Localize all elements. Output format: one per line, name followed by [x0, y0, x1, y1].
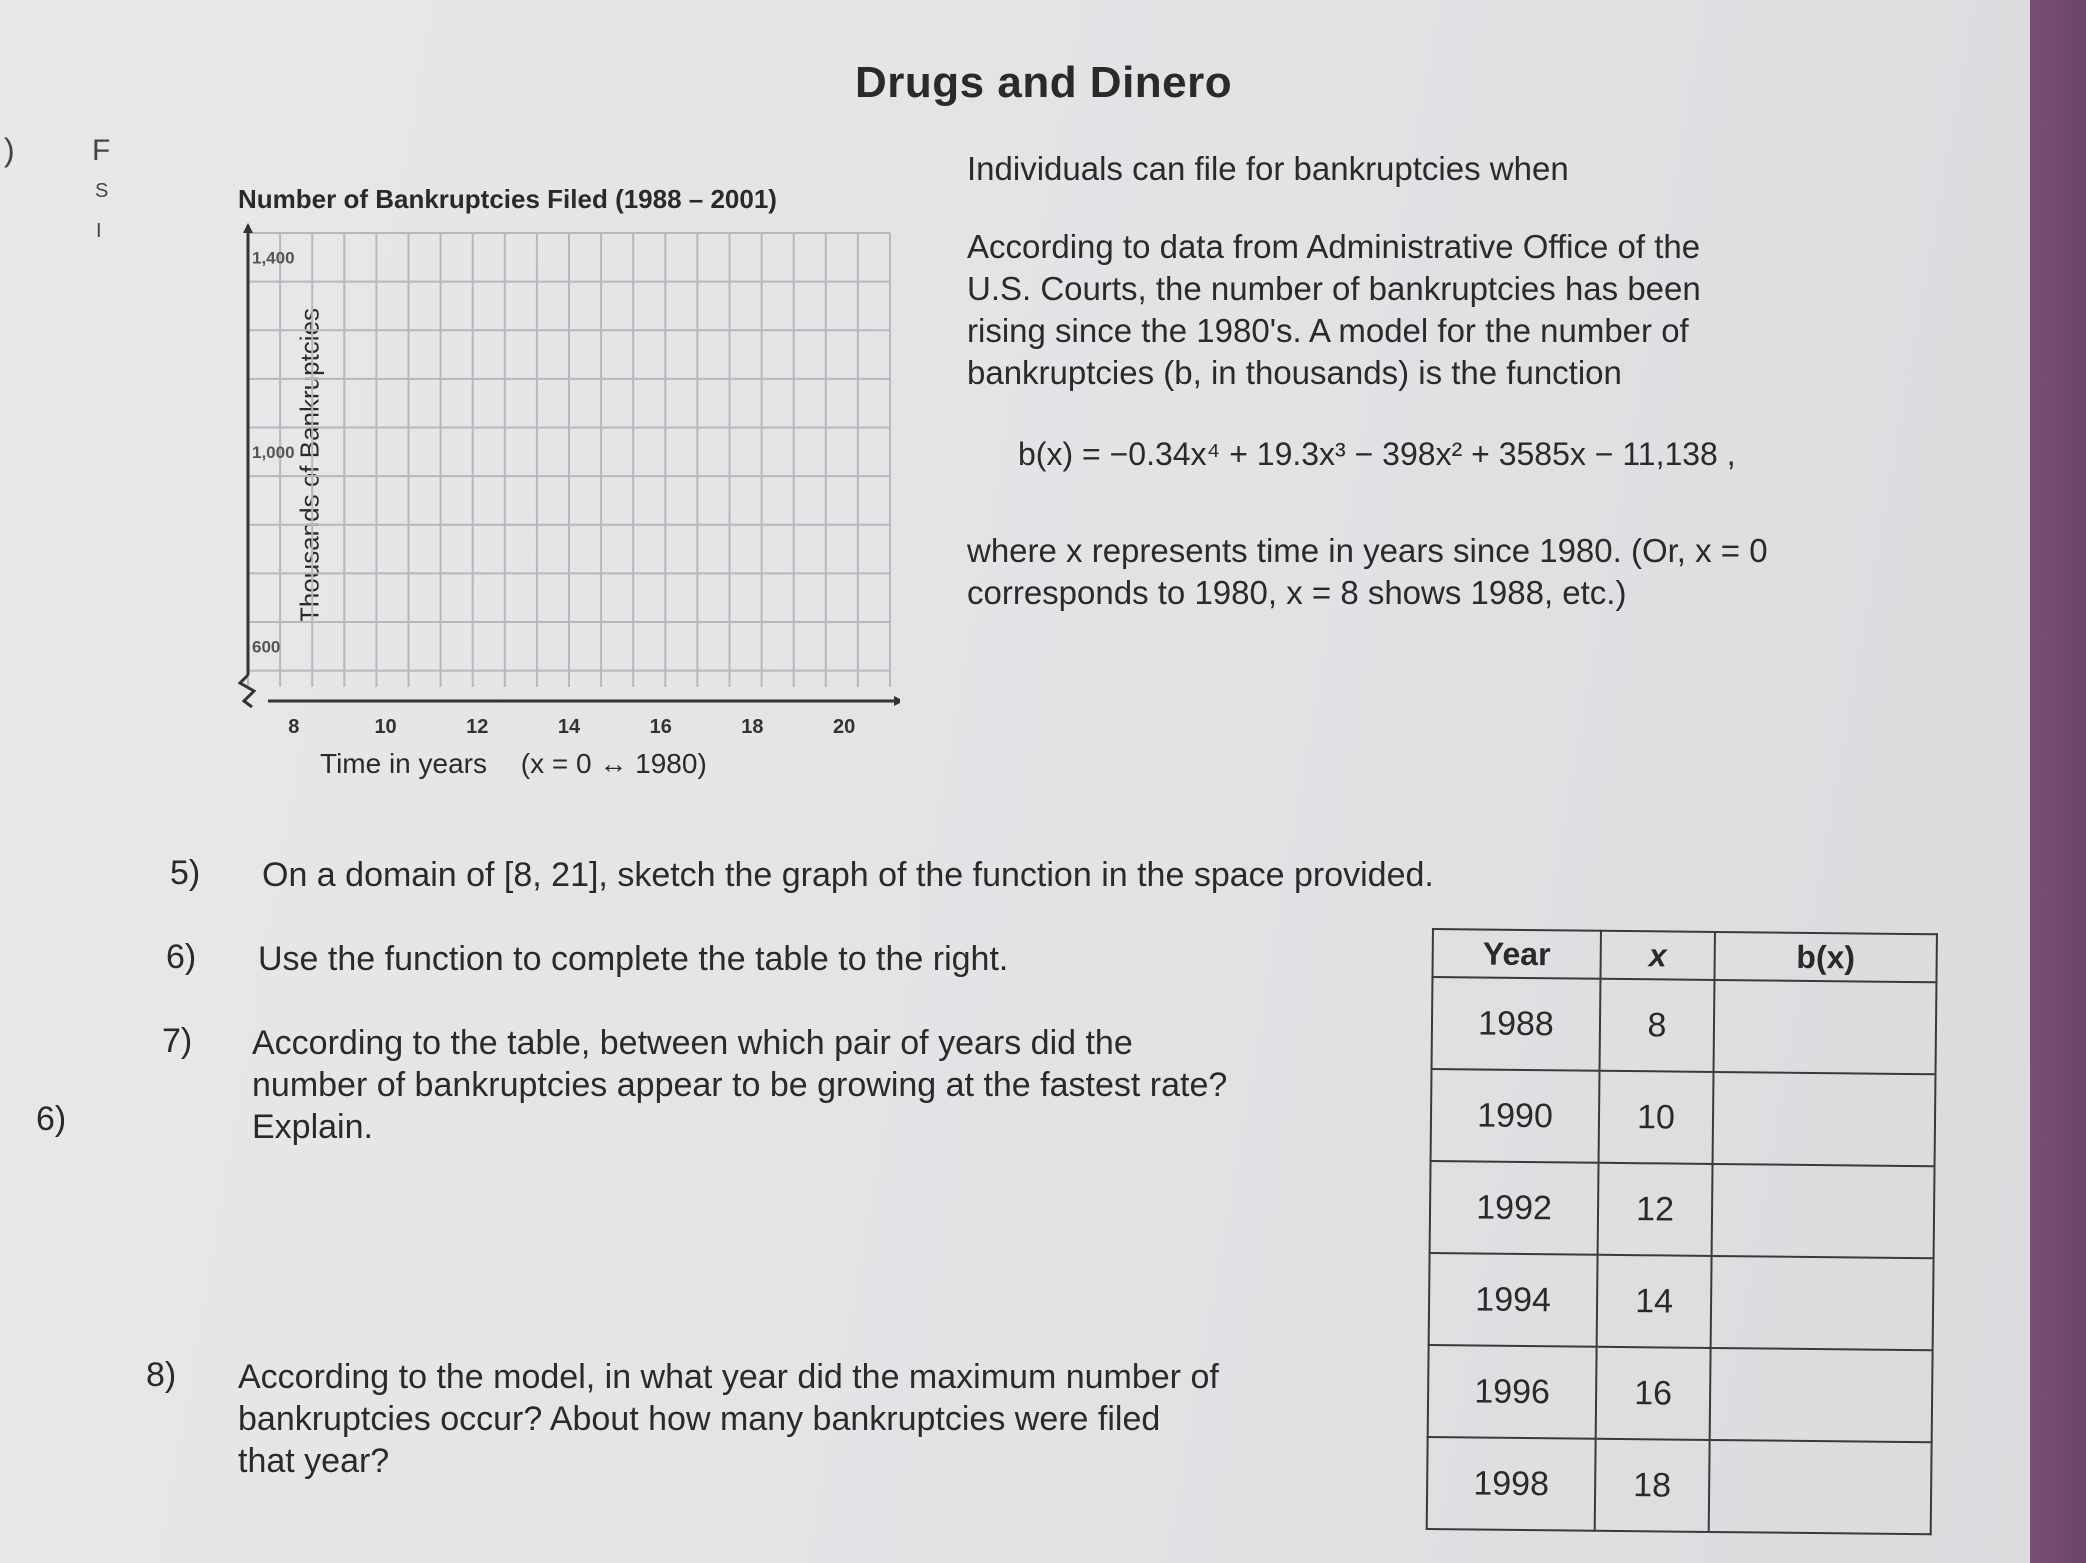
context-paragraph [967, 226, 1701, 394]
question-number: 8) [146, 1356, 177, 1394]
table-row [1431, 1069, 1936, 1166]
intro-text: Individuals can file for bankruptcies when [967, 150, 1569, 187]
x-cell: 10 [1599, 1071, 1714, 1164]
question-8 [238, 1356, 1219, 1482]
background-edge [2030, 0, 2086, 1563]
page-title: Drugs and Dinero [855, 58, 1233, 107]
margin-letter: S [95, 180, 109, 202]
question-line: On a domain of [8, 21], sketch the graph of the function in the space provided. [262, 856, 1434, 894]
paragraph-line: According to data from Administrative Office of the [967, 228, 1701, 265]
question-number: 6) [166, 938, 197, 976]
x-cell: 18 [1595, 1439, 1710, 1532]
bx-cell[interactable] [1709, 1440, 1932, 1534]
margin-letter: F [92, 134, 111, 167]
y-tick-label: 600 [252, 637, 281, 657]
y-tick-label: 1,000 [252, 442, 295, 462]
paragraph-line: rising since the 1980's. A model for the number of [967, 312, 1689, 349]
table-row [1429, 1253, 1934, 1350]
x-tick-label: 8 [288, 716, 300, 738]
grid-lines [248, 233, 890, 687]
question-5 [262, 854, 1434, 896]
x-axis-label-note: (x = 0 ↔ 1980) [520, 748, 707, 779]
margin-letter: I [96, 220, 102, 242]
column-header-x: x [1600, 931, 1714, 980]
bx-cell[interactable] [1710, 1348, 1933, 1442]
question-line: According to the table, between which pair of years did the [252, 1024, 1133, 1062]
x-axis-arrow [894, 696, 900, 706]
table-row [1432, 977, 1937, 1074]
year-cell: 1988 [1432, 977, 1601, 1071]
x-cell: 8 [1600, 979, 1715, 1072]
margin-number: 6) [36, 1100, 67, 1138]
x-tick-label: 12 [466, 716, 489, 738]
paragraph-line: bankruptcies (b, in thousands) is the function [967, 354, 1622, 391]
question-number: 5) [170, 854, 201, 892]
x-axis-label [320, 748, 707, 780]
table-row [1430, 1161, 1935, 1258]
margin-letter: ) [4, 132, 15, 168]
definition-paragraph [967, 530, 1768, 614]
question-7 [252, 1022, 1227, 1148]
question-number: 7) [162, 1022, 193, 1060]
y-tick-labels [252, 248, 295, 656]
question-line: that year? [238, 1442, 390, 1480]
column-header-bx: b(x) [1714, 932, 1936, 982]
year-cell: 1998 [1427, 1437, 1596, 1531]
year-cell: 1992 [1430, 1161, 1599, 1255]
question-line: number of bankruptcies appear to be growing at the fastest rate? [252, 1066, 1228, 1104]
bx-cell[interactable] [1711, 1256, 1934, 1350]
x-tick-label: 20 [833, 716, 856, 738]
x-tick-label: 18 [741, 716, 764, 738]
question-line: Use the function to complete the table to the right. [258, 940, 1009, 978]
x-tick-label: 10 [374, 716, 397, 738]
table-row [1427, 1437, 1932, 1534]
question-line: Explain. [252, 1108, 373, 1146]
chart-grid [200, 215, 900, 755]
paragraph-line: corresponds to 1980, x = 8 shows 1988, etc.) [967, 574, 1627, 611]
paragraph-line: U.S. Courts, the number of bankruptcies has been [967, 270, 1701, 307]
question-line: bankruptcies occur? About how many bankruptcies were filed [238, 1400, 1161, 1438]
x-cell: 14 [1597, 1255, 1712, 1348]
x-tick-label: 16 [649, 716, 672, 738]
chart-title: Number of Bankruptcies Filed (1988 – 2001) [238, 184, 777, 214]
values-table [1426, 928, 1938, 1535]
question-6 [258, 938, 1008, 980]
y-axis-arrow [243, 223, 253, 233]
x-axis-label-text: Time in years [320, 748, 488, 779]
column-header-year: Year [1432, 929, 1600, 979]
x-tick-labels [288, 716, 855, 738]
year-cell: 1990 [1431, 1069, 1600, 1163]
x-cell: 12 [1598, 1163, 1713, 1256]
x-tick-label: 14 [557, 716, 581, 738]
paragraph-line: where x represents time in years since 1980. (Or, x = 0 [967, 532, 1768, 569]
bx-cell[interactable] [1712, 1164, 1935, 1258]
bx-cell[interactable] [1714, 980, 1937, 1074]
question-line: According to the model, in what year did the maximum number of [238, 1358, 1219, 1396]
y-tick-label: 1,400 [252, 248, 295, 268]
table-row [1428, 1345, 1933, 1442]
year-cell: 1996 [1428, 1345, 1597, 1439]
year-cell: 1994 [1429, 1253, 1598, 1347]
table-header-row [1432, 929, 1936, 982]
model-formula: b(x) = −0.34x⁴ + 19.3x³ − 398x² + 3585x − 11,138 , [1018, 436, 1736, 472]
x-cell: 16 [1596, 1347, 1711, 1440]
bx-cell[interactable] [1713, 1072, 1936, 1166]
y-axis-label: Thousands of Bankruptcies [294, 307, 325, 624]
